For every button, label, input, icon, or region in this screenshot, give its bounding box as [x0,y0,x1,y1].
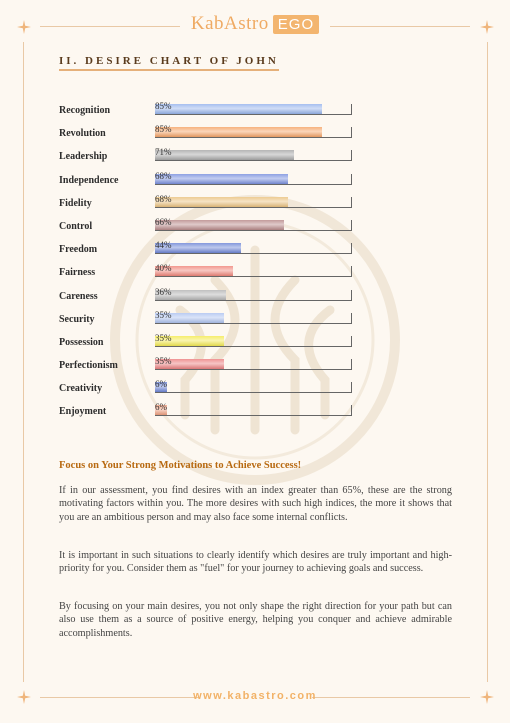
bar-track [155,359,352,370]
bar-label: Security [59,313,95,325]
chart-row [59,286,359,309]
bar-label: Freedom [59,244,98,256]
chart-row [59,193,359,216]
desire-bar-chart [59,100,359,425]
chart-row [59,239,359,262]
chart-row [59,309,359,332]
bar-value-label: 40% [155,263,172,274]
bar-value-label: 35% [155,309,172,320]
bar-label: Recognition [59,105,111,116]
bar-track [155,243,352,254]
bar-track [155,150,352,161]
bar-value-label: 35% [155,332,172,343]
bar-track [155,104,352,115]
chart-row [59,170,359,193]
chart-row [59,401,359,424]
chart-row [59,378,359,401]
logo-badge: EGO [273,15,319,34]
bar-value-label: 44% [155,240,172,251]
bar-label: Leadership [59,151,108,163]
bar-label: Revolution [59,128,106,140]
section-title: II. DESIRE CHART OF JOHN [59,55,279,71]
bar [155,127,322,137]
bar-value-label: 36% [155,286,172,297]
bar-label: Perfectionism [59,360,118,372]
bar-label: Creativity [59,383,103,395]
bar-label: Independence [59,174,119,186]
bar-value-label: 71% [155,147,172,158]
bar [155,104,322,114]
bar-track [155,313,352,324]
footer-url: www.kabastro.com [193,690,317,702]
bar-track [155,127,352,138]
logo-text: KabAstro [190,13,269,34]
subheading: Focus on Your Strong Motivations to Achieve Success! [59,460,302,471]
bar-track [155,220,352,231]
paragraph-3: By focusing on your main desires, you not only shape the right direction for your path but can also use them as a source of positive energy, helping you conquer and achieve admirable accomplishments. [59,601,452,639]
bar-label: Careness [59,290,98,302]
bar-track [155,336,352,347]
chart-row [59,216,359,239]
bar-label: Control [59,220,93,232]
bar [155,150,294,160]
bar-value-label: 85% [155,101,172,111]
bar-value-label: 6% [155,402,167,413]
bar-value-label: 68% [155,193,172,204]
bar-value-label: 66% [155,216,172,227]
bar-track [155,290,352,301]
bar-label: Fairness [59,267,96,279]
bar-value-label: 85% [155,124,172,135]
chart-row [59,262,359,285]
bar-track [155,174,352,185]
frame-right [487,42,488,682]
chart-row [59,355,359,378]
chart-row [59,332,359,355]
bar-value-label: 68% [155,170,172,181]
bar-track [155,266,352,277]
chart-row [59,100,359,123]
bar-label: Enjoyment [59,406,107,418]
chart-row [59,146,359,169]
bar-track [155,197,352,208]
bar [155,220,284,230]
brand-logo [0,13,510,35]
bar-value-label: 35% [155,356,172,367]
bar-value-label: 6% [155,379,167,390]
frame-left [23,42,24,682]
bar [155,197,288,207]
bar-track [155,382,352,393]
bar-label: Fidelity [59,197,92,209]
bar-track [155,405,352,416]
paragraph-1: If in our assessment, you find desires with an index greater than 65%, these are the strong motivating factors within you. The more desires with such high indices, the more it shows that you are an ambitious person and may also face some internal conflicts. [59,485,452,523]
bar-label: Possession [59,336,104,348]
bar [155,174,288,184]
chart-row [59,123,359,146]
paragraph-2: It is important in such situations to clearly identify which desires are truly important and high-priority for you. Consider them as "fuel" for your journey to achieving goals and success. [59,550,452,575]
